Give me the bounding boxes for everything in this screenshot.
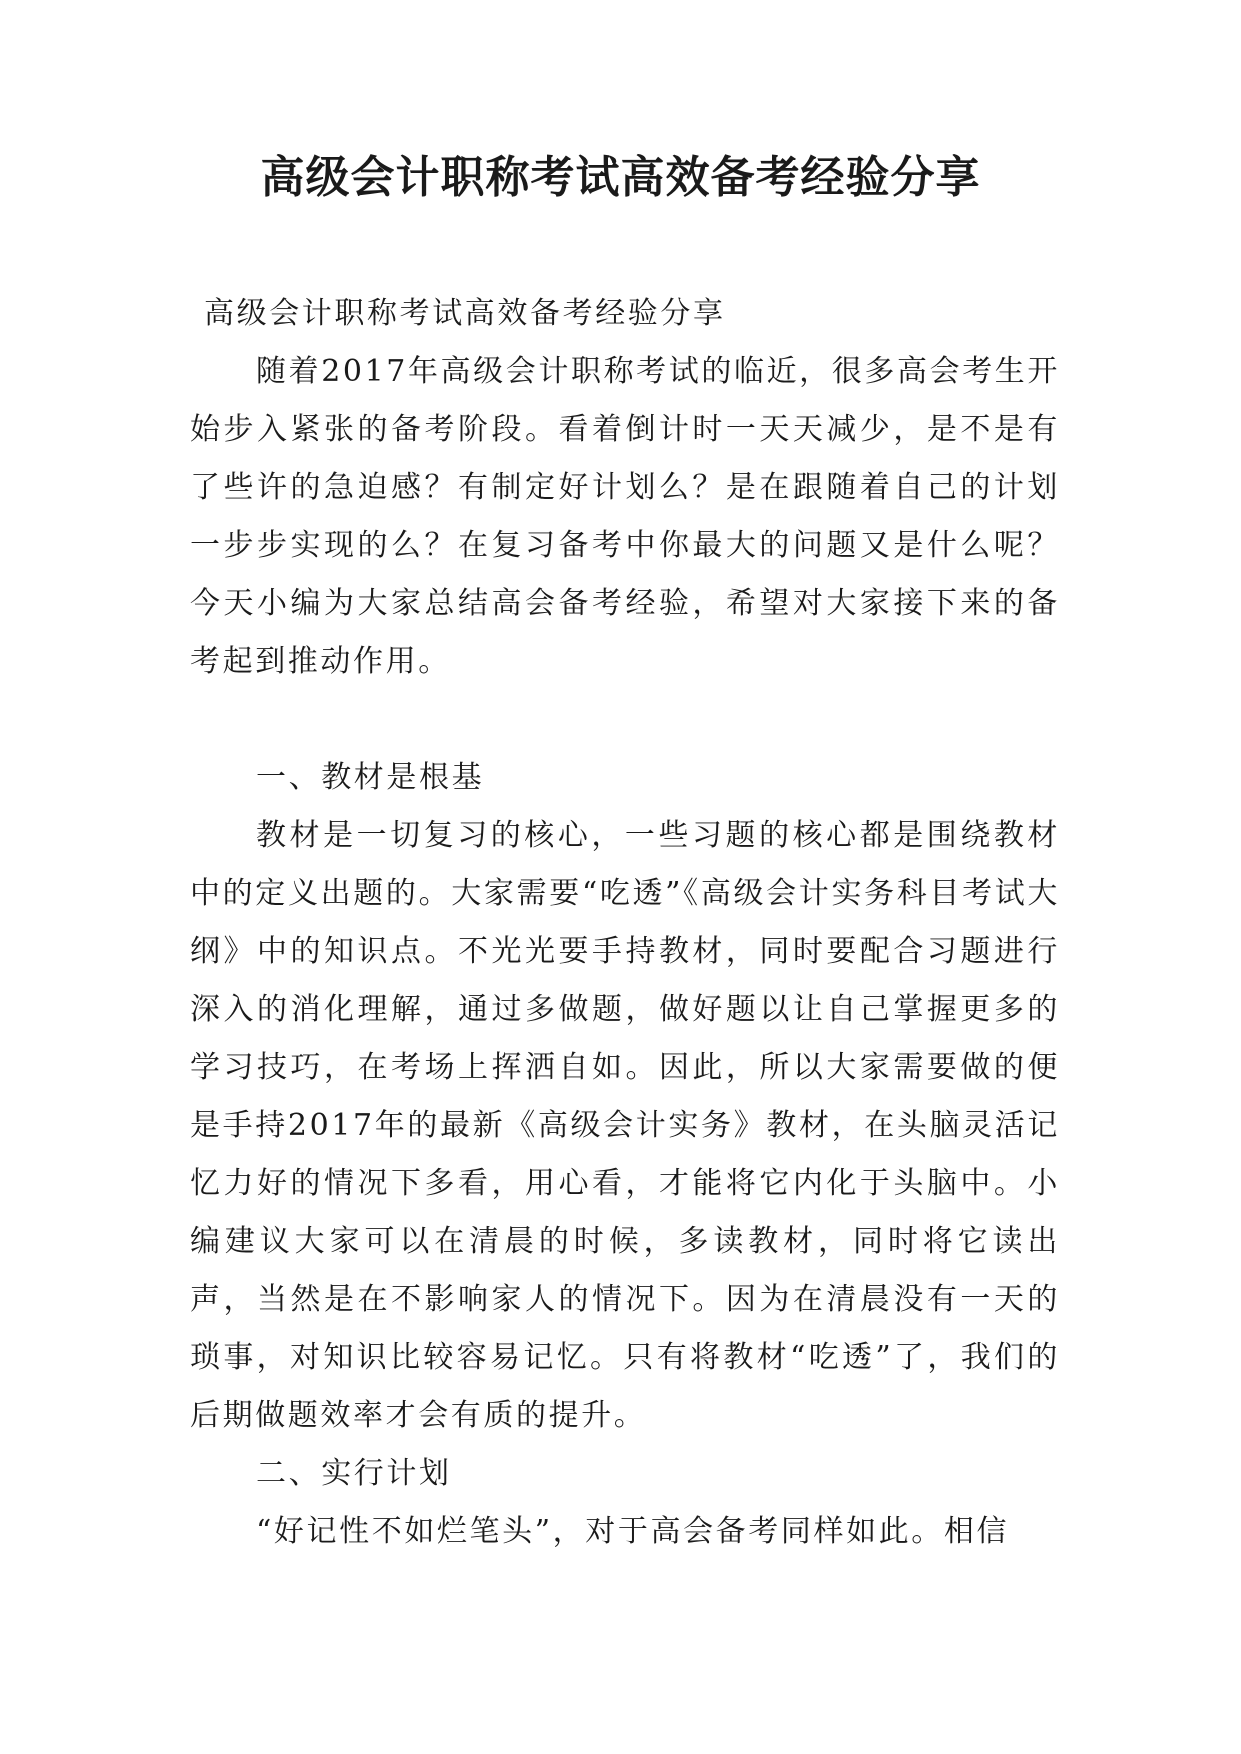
section-heading-1: 一、教材是根基 [256,760,485,795]
document-title: 高级会计职称考试高效备考经验分享 [260,152,981,203]
document-subtitle: 高级会计职称考试高效备考经验分享 [204,296,726,331]
section-body-2: “好记性不如烂笔头”，对于高会备考同样如此。相信 [256,1514,1010,1549]
paragraph-spacer [190,691,1060,749]
section-body-1: 教材是一切复习的核心，一些习题的核心都是围绕教材中的定义出题的。大家需要“吃透”《高级会计实务科目考试大纲》中的知识点。不光光要手持教材，同时要配合习题进行深入的消化理解，通过多做题，做好题以让自己掌握更多的学习技巧，在考场上挥洒自如。因此，所以大家需要做的便是手持2017年的最新《高级会计实务》教材，在头脑灵活记忆力好的情况下多看，用心看，才能将它内化于头脑中。小编建议大家可以在清晨的时候，多读教材，同时将它读出声，当然是在不影响家人的情况下。因为在清晨没有一天的琐事，对知识比较容易记忆。只有将教材“吃透”了，我们的后期做题效率才会有质的提升。 [190,818,1060,1433]
section-heading-2: 二、实行计划 [256,1456,452,1491]
intro-paragraph: 随着2017年高级会计职称考试的临近，很多高会考生开始步入紧张的备考阶段。看着倒计时一天天减少，是不是有了些许的急迫感？有制定好计划么？是在跟随着自己的计划一步步实现的么？在复习备考中你最大的问题又是什么呢？今天小编为大家总结高会备考经验，希望对大家接下来的备考起到推动作用。 [190,354,1060,679]
document-body [190,285,1060,1561]
